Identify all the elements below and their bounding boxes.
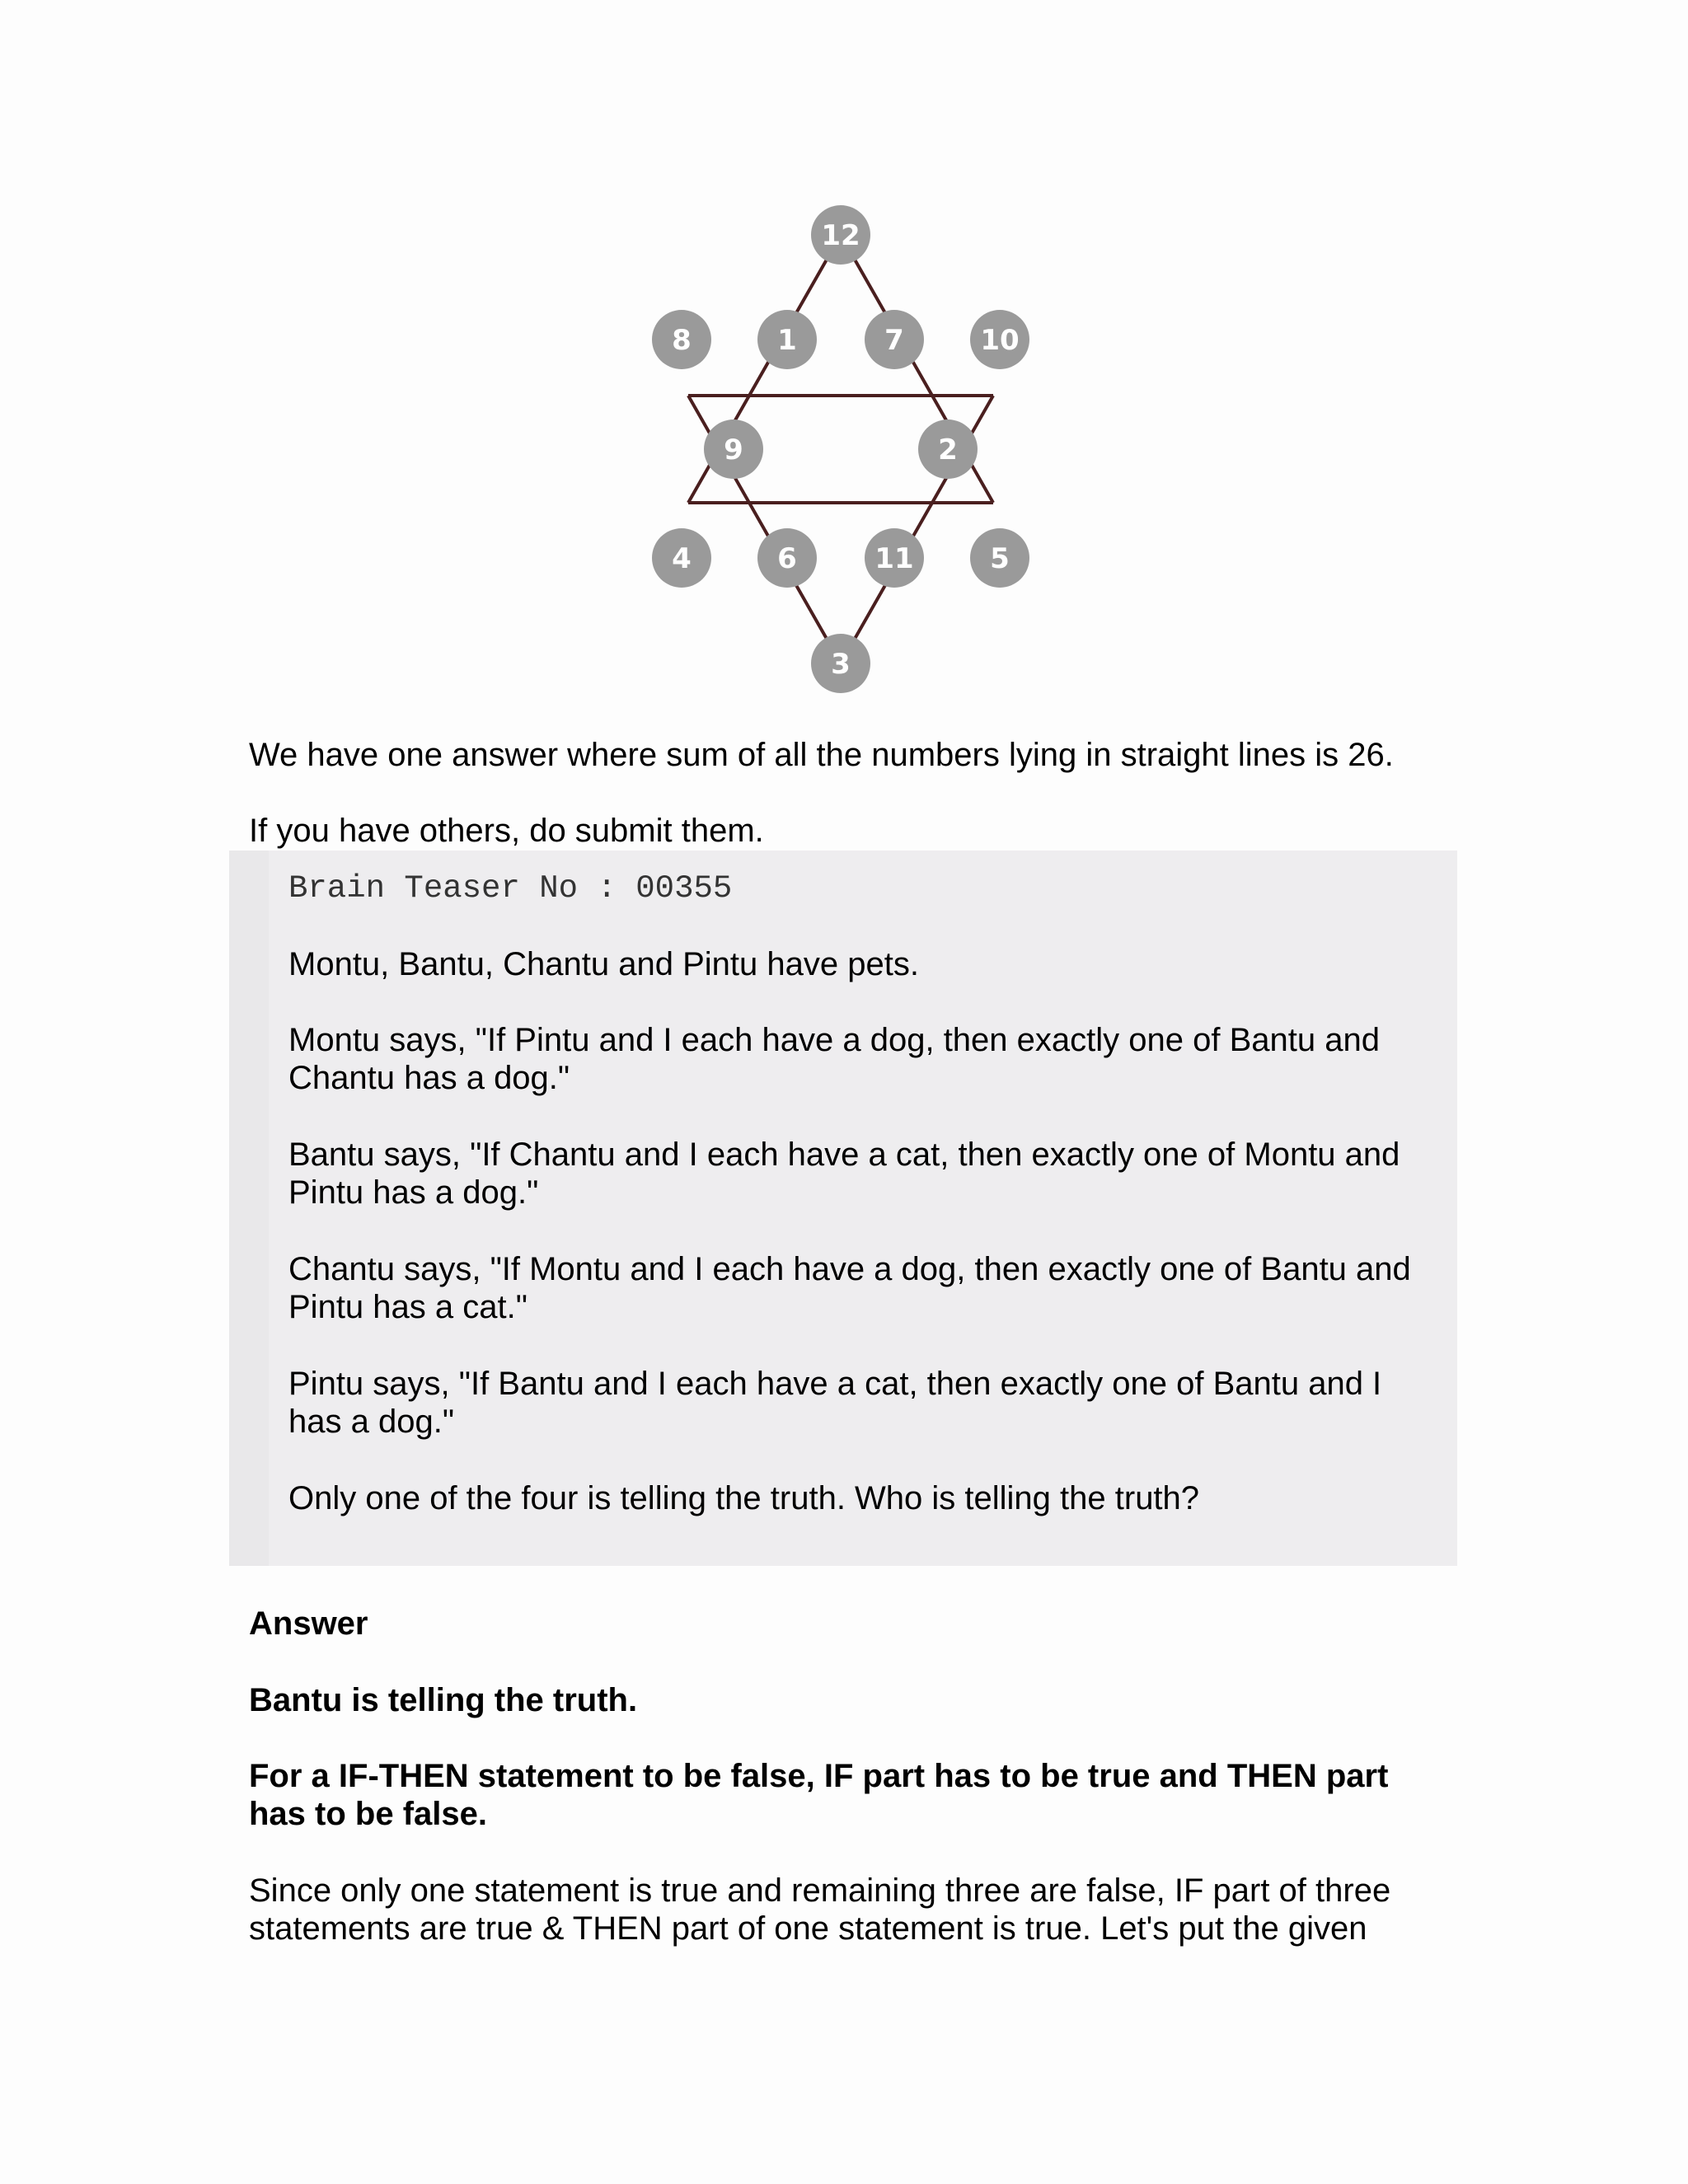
node-lower-mid-right	[865, 528, 924, 588]
svg-text:9: 9	[724, 434, 743, 466]
svg-text:12: 12	[821, 219, 860, 252]
svg-text:11: 11	[874, 542, 914, 575]
teaser-paragraph-5: Pintu says, "If Bantu and I each have a cat, then exactly one of Bantu and I has a dog."	[288, 1366, 1382, 1440]
node-lower-right	[970, 528, 1029, 588]
svg-text:5: 5	[990, 542, 1010, 575]
answer-paragraph-2: For a IF-THEN statement to be false, IF part has to be true and THEN part has to be false.	[249, 1758, 1389, 1832]
node-upper-mid-right	[865, 310, 924, 369]
node-lower-mid-left	[757, 528, 817, 588]
teaser-header: Brain Teaser No : 00355	[288, 870, 733, 907]
intro-line-2: If you have others, do submit them.	[249, 813, 764, 849]
answer-paragraph-3: Since only one statement is true and remaining three are false, IF part of three statements are true & THEN part of one statement is true. Let's put the given	[249, 1872, 1391, 1947]
teaser-box-stripe	[229, 851, 269, 1566]
teaser-paragraph-6: Only one of the four is telling the truth. Who is telling the truth?	[288, 1480, 1200, 1516]
node-mid-left	[704, 419, 763, 479]
svg-text:7: 7	[884, 324, 904, 357]
node-bottom	[811, 634, 870, 693]
answer-paragraph-1: Bantu is telling the truth.	[249, 1682, 638, 1718]
svg-text:6: 6	[777, 542, 797, 575]
teaser-paragraph-4: Chantu says, "If Montu and I each have a dog, then exactly one of Bantu and Pintu has a cat."	[288, 1251, 1411, 1325]
intro-line-1: We have one answer where sum of all the numbers lying in straight lines is 26.	[249, 737, 1394, 773]
node-upper-left	[652, 310, 711, 369]
node-upper-mid-left	[757, 310, 817, 369]
node-lower-left	[652, 528, 711, 588]
star-nodes	[652, 205, 1029, 693]
svg-text:10: 10	[980, 324, 1020, 357]
svg-text:2: 2	[938, 434, 958, 466]
node-top	[811, 205, 870, 265]
svg-text:4: 4	[672, 542, 692, 575]
node-mid-right	[918, 419, 978, 479]
svg-text:1: 1	[777, 324, 797, 357]
teaser-paragraph-1: Montu, Bantu, Chantu and Pintu have pets.	[288, 946, 919, 982]
star-of-david-diagram	[635, 198, 1047, 701]
answer-heading: Answer	[249, 1605, 368, 1642]
teaser-paragraph-3: Bantu says, "If Chantu and I each have a cat, then exactly one of Montu and Pintu has a dog."	[288, 1137, 1400, 1211]
svg-text:8: 8	[672, 324, 692, 357]
teaser-paragraph-2: Montu says, "If Pintu and I each have a dog, then exactly one of Bantu and Chantu has a dog."	[288, 1022, 1380, 1096]
star-figure	[635, 198, 1047, 701]
node-upper-right	[970, 310, 1029, 369]
svg-text:3: 3	[831, 648, 851, 681]
